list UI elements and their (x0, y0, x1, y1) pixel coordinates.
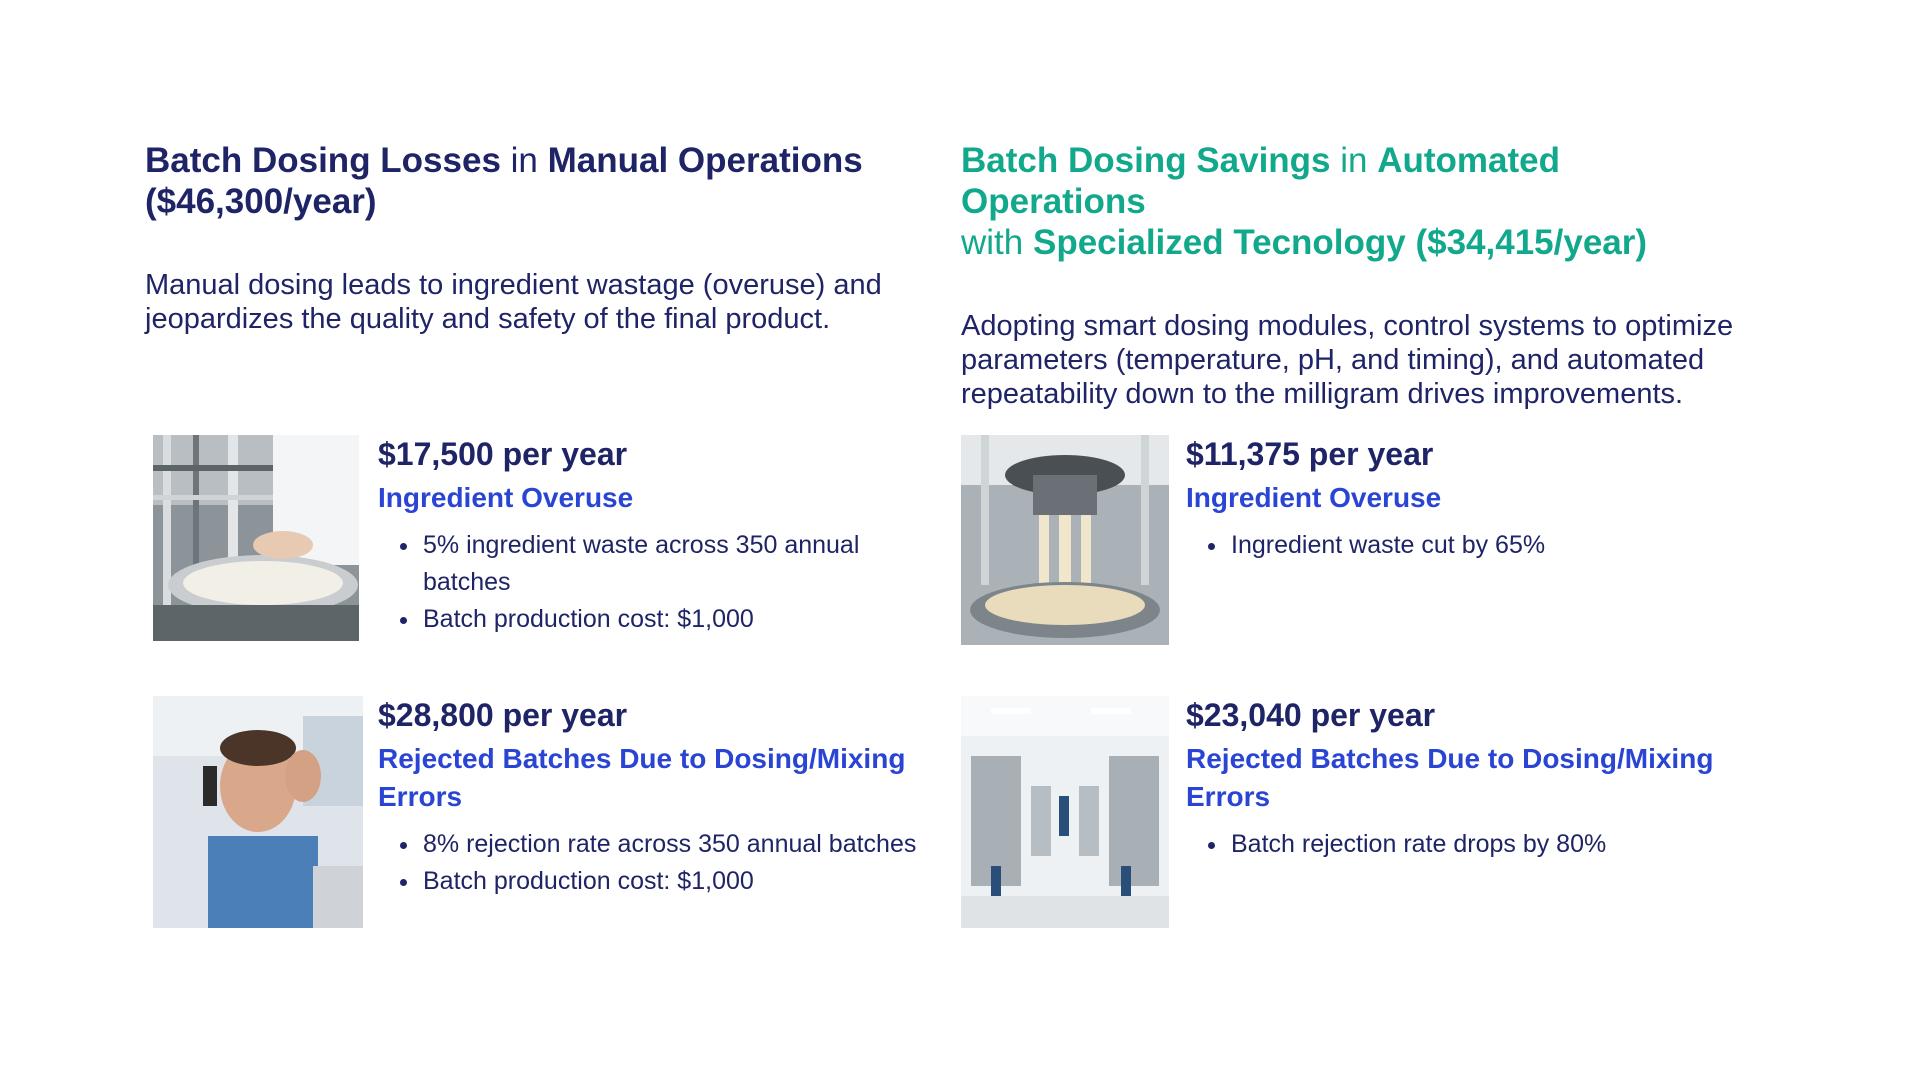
manual-intro-text: Manual dosing leads to ingredient wastage (overuse) and jeopardizes the quality and safety of the final product. (145, 269, 882, 335)
bullet-item: Batch rejection rate drops by 80% (1231, 826, 1726, 863)
heading-connector: in (500, 141, 548, 180)
bullet-item: 8% rejection rate across 350 annual batches (423, 826, 918, 863)
stressed-worker-photo (153, 696, 363, 928)
bullet-list (1186, 527, 1726, 564)
heading-strong-losses: Batch Dosing Losses (145, 141, 501, 180)
bullet-list (1186, 826, 1726, 863)
heading-strong-manual: Manual Operations ($46,300/year) (145, 141, 863, 221)
automated-factory-photo (961, 696, 1169, 928)
manual-losses-heading (145, 140, 925, 222)
automated-savings-heading (961, 140, 1741, 263)
manual-operations-column (145, 140, 925, 895)
heading-strong-technology: Specialized Tecnology ($34,415/year) (1032, 223, 1648, 262)
item-subtitle: Rejected Batches Due to Dosing/Mixing Errors (1186, 743, 1714, 812)
bullet-item: Ingredient waste cut by 65% (1231, 527, 1726, 564)
amount-value: $17,500 per year (378, 436, 628, 472)
amount-value: $28,800 per year (378, 697, 628, 733)
item-subtitle: Ingredient Overuse (378, 482, 634, 513)
item-subtitle: Ingredient Overuse (1186, 482, 1442, 513)
manual-ingredient-overuse-content (378, 435, 918, 638)
amount-value: $11,375 per year (1186, 436, 1434, 472)
heading-strong-savings: Batch Dosing Savings (961, 141, 1331, 180)
heading-connector: in (1330, 141, 1378, 180)
bullet-item: 5% ingredient waste across 350 annual batches (423, 527, 918, 601)
automated-dosing-photo (961, 435, 1169, 645)
heading-connector-with: with (961, 223, 1033, 262)
bullet-item: Batch production cost: $1,000 (423, 601, 918, 638)
amount-value: $23,040 per year (1186, 697, 1436, 733)
automated-intro-text: Adopting smart dosing modules, control systems to optimize parameters (temperature, pH, and timing), and automated repeatability down to the milligram drives improvements. (961, 310, 1734, 410)
manual-rejected-batches-content (378, 696, 918, 900)
automated-rejected-batches-content (1186, 696, 1726, 863)
bullet-list (378, 826, 918, 900)
automated-operations-column (961, 140, 1741, 858)
heading-strong-automated: Automated Operations (961, 141, 1561, 221)
automated-ingredient-overuse-content (1186, 435, 1726, 564)
item-subtitle: Rejected Batches Due to Dosing/Mixing Errors (378, 743, 906, 812)
bullet-list (378, 527, 918, 638)
bullet-item: Batch production cost: $1,000 (423, 863, 918, 900)
manual-dosing-photo (153, 435, 359, 641)
